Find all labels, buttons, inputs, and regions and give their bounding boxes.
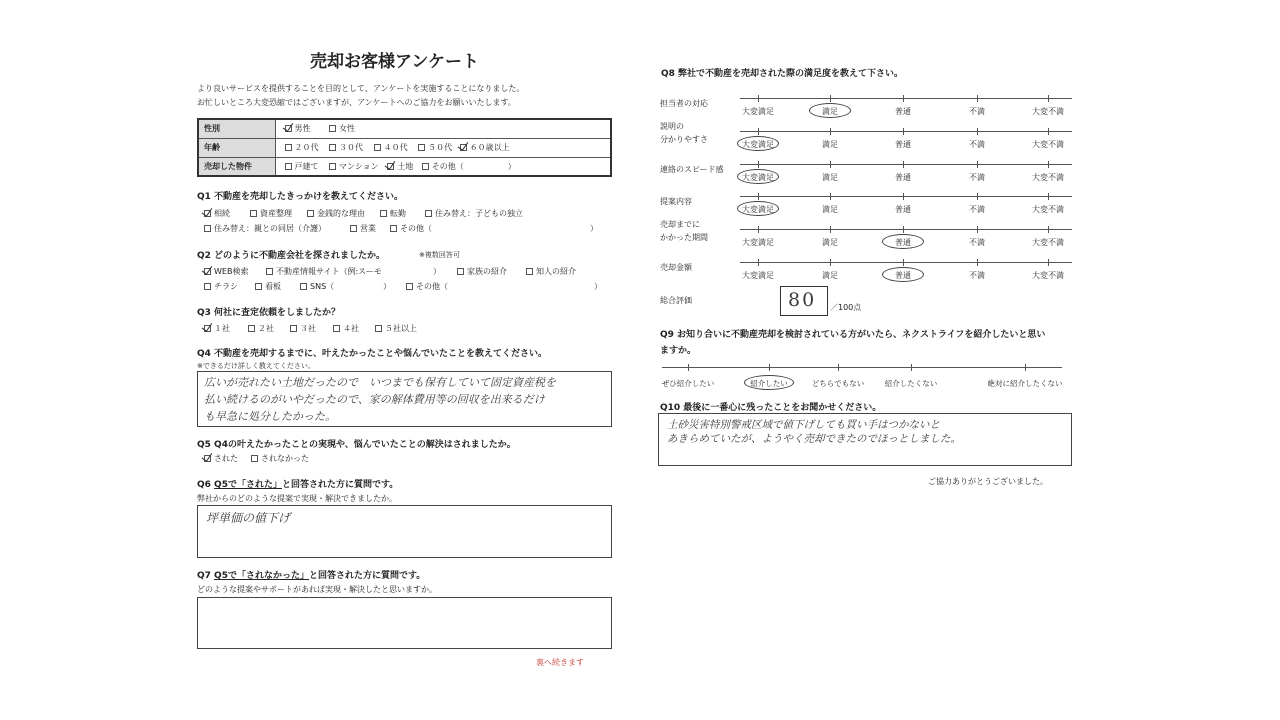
profile-table [197,118,612,177]
q8-option-5[interactable]: 大変不満 [1032,205,1064,214]
q8-option-5[interactable]: 大変不満 [1032,140,1064,149]
q8-scale-tick [830,193,831,200]
q3-1-checkbox[interactable] [204,325,211,332]
continue-note: 裏へ続きます [536,658,584,667]
q8-scale-tick [830,226,831,233]
q8-selected-circle [882,267,924,282]
q8-option-1[interactable]: 大変満足 [742,107,774,116]
q2-flyer-checkbox[interactable] [204,283,211,290]
q7-answer-box[interactable] [197,597,612,649]
age-60-checkbox[interactable] [460,144,467,151]
q9-option-4[interactable]: 紹介したくない [884,379,938,388]
q8-scale-tick [903,128,904,135]
q8-option-2[interactable]: 満足 [822,107,838,116]
q8-selected-circle [737,136,779,151]
q8-option-5[interactable]: 大変不満 [1032,173,1064,182]
q2-sns-label: SNS（ [310,282,335,291]
q8-option-3[interactable]: 普通 [895,205,911,214]
q5-yes-checkbox[interactable] [204,455,211,462]
q8-row-label: 説明の [660,122,684,131]
q8-option-5[interactable]: 大変不満 [1032,238,1064,247]
q3-title: Q3 何社に査定依頼をしましたか？ [197,308,341,318]
q8-scale-tick [758,128,759,135]
gender-female-label: 女性 [339,124,356,134]
q8-scale-tick [977,259,978,266]
q9-scale-line [662,367,1062,368]
q3-1-label: １社 [214,324,230,333]
q8-scale-tick [1048,259,1049,266]
q9-title-line-1: Q9 お知り合いに不動産売却を検討されている方がいたら、ネクストライフを紹介したいと思い [660,330,1046,340]
q8-scale-tick [903,95,904,102]
q8-scale-tick [1048,193,1049,200]
q2-signboard-checkbox[interactable] [255,283,262,290]
q4-sub: ※できるだけ詳しく教えてください。 [197,362,315,370]
q5-title: Q5 Q4の叶えたかったことの実現や、悩んでいたことの解決はされましたか。 [197,440,516,450]
q8-scale-tick [830,95,831,102]
q8-option-2[interactable]: 満足 [822,140,838,149]
q3-3-label: ３社 [300,324,316,333]
q6-answer: 坪単価の値下げ [206,511,291,525]
intro-line-1: より良いサービスを提供することを目的として、アンケートを実施することになりました。 [197,84,525,93]
q8-row-label: 提案内容 [660,197,692,206]
q1-other-label: その他（ [400,224,432,233]
q3-2-checkbox[interactable] [248,325,255,332]
q1-other-close: ） [590,224,598,233]
q5-no-checkbox[interactable] [251,455,258,462]
q3-5-label: ５社以上 [385,324,417,333]
q1-transfer-label: 転勤 [390,209,406,218]
age-20-label: ２０代 [294,143,319,152]
overall-score-box[interactable] [780,286,828,316]
q9-option-1[interactable]: ぜひ紹介したい [661,379,715,388]
q8-scale-tick [977,161,978,168]
q8-option-1[interactable]: 大変満足 [742,140,774,149]
q1-title: Q1 不動産を売却したきっかけを教えてください。 [197,192,404,202]
q8-selected-circle [882,234,924,249]
q8-option-4[interactable]: 不満 [969,271,985,280]
q8-option-4[interactable]: 不満 [969,107,985,116]
property-other-close: ） [507,161,516,171]
q6-title: Q6 Q5で「された」と回答された方に質問です。 [197,480,399,490]
q8-title: Q8 弊社で不動産を売却された際の満足度を教えて下さい。 [661,69,904,79]
thanks-note: ご協力ありがとうございました。 [928,477,1048,486]
q8-option-4[interactable]: 不満 [969,238,985,247]
q2-signboard-label: 看板 [265,282,281,291]
property-house-label: 戸建て [294,161,319,171]
q2-portal-close: ） [433,267,441,276]
q8-option-1[interactable]: 大変満足 [742,271,774,280]
q1-parents-label: 住み替え：親との同居（介護） [214,224,326,233]
property-land-label: 土地 [397,161,414,171]
overall-label: 総合評価 [660,296,692,305]
age-label: 年齢 [198,138,275,157]
q9-option-5[interactable]: 絶対に紹介したくない [987,379,1063,388]
q8-row-label: 連絡のスピード感 [660,165,724,174]
q8-scale-line [740,196,1072,197]
q1-transfer-checkbox[interactable] [380,210,387,217]
q1-money-label: 金銭的な理由 [317,209,365,218]
q2-other-label: その他（ [416,282,448,291]
q8-option-4[interactable]: 不満 [969,173,985,182]
q2-friend-label: 知人の紹介 [536,267,576,276]
q8-scale-tick [977,128,978,135]
gender-male-checkbox[interactable] [285,125,292,132]
q8-row-label: 分かりやすさ [660,135,708,144]
q8-scale-tick [1048,226,1049,233]
q3-4-label: ４社 [343,324,359,333]
q8-scale-line [740,262,1072,263]
q8-selected-circle [737,169,779,184]
property-land-checkbox[interactable] [387,163,394,170]
q8-option-1[interactable]: 大変満足 [742,205,774,214]
q8-scale-tick [977,95,978,102]
q10-title: Q10 最後に一番心に残ったことをお聞かせください。 [660,403,882,413]
q2-portal-checkbox[interactable] [266,268,273,275]
q8-selected-circle [737,201,779,216]
q8-option-3[interactable]: 普通 [895,271,911,280]
q8-scale-tick [903,226,904,233]
q8-option-4[interactable]: 不満 [969,205,985,214]
q2-friend-checkbox[interactable] [526,268,533,275]
q1-children-checkbox[interactable] [425,210,432,217]
q9-title-line-2: ますか。 [660,346,697,356]
age-40-label: ４０代 [383,143,408,152]
property-house-checkbox[interactable] [285,163,292,170]
q8-scale-tick [1048,161,1049,168]
age-20-checkbox[interactable] [285,144,292,151]
q4-title: Q4 不動産を売却するまでに、叶えたかったことや悩んでいたことを教えてください。 [197,349,548,359]
gender-female-checkbox[interactable] [329,125,336,132]
q1-asset-checkbox[interactable] [250,210,257,217]
q8-scale-tick [903,259,904,266]
q10-answer-line-1: 土砂災害特別警戒区域で値下げしても買い手はつかないと [667,419,940,431]
q2-flyer-label: チラシ [214,282,238,291]
q7-sub: どのような提案やサポートがあれば実現・解決したと思いますか。 [197,585,437,594]
q8-scale-tick [758,95,759,102]
q2-portal-label: 不動産情報サイト（例:スーモ [276,267,382,276]
age-40-checkbox[interactable] [374,144,381,151]
q1-sales-checkbox[interactable] [350,225,357,232]
q8-row-label: 担当者の対応 [660,99,708,108]
q8-option-4[interactable]: 不満 [969,140,985,149]
q2-note: ※複数回答可 [419,251,460,259]
q8-option-1[interactable]: 大変満足 [742,173,774,182]
q2-title: Q2 どのように不動産会社を探されましたか。 [197,251,386,261]
q8-scale-tick [758,226,759,233]
q8-scale-line [740,229,1072,230]
q3-3-checkbox[interactable] [290,325,297,332]
q9-scale-tick [911,364,912,371]
q2-sns-checkbox[interactable] [300,283,307,290]
q1-inheritance-checkbox[interactable] [204,210,211,217]
gender-label: 性別 [198,119,275,138]
q3-2-label: ２社 [258,324,274,333]
q2-sns-close: ） [383,282,391,291]
age-50-checkbox[interactable] [418,144,425,151]
q8-scale-line [740,98,1072,99]
q9-option-3[interactable]: どちらでもない [811,379,865,388]
intro-line-2: お忙しいところ大変恐縮ではございますが、アンケートへのご協力をお願いいたします。 [197,98,516,107]
q1-other-checkbox[interactable] [390,225,397,232]
q8-scale-tick [830,259,831,266]
q7-title: Q7 Q5で「されなかった」と回答された方に質問です。 [197,571,426,581]
property-label: 売却した物件 [198,157,275,176]
q8-option-3[interactable]: 普通 [895,173,911,182]
q8-scale-tick [758,259,759,266]
age-60-label: ６０歳以上 [469,143,510,152]
q8-scale-tick [1048,128,1049,135]
q3-5-checkbox[interactable] [375,325,382,332]
q4-answer-box[interactable] [197,371,612,427]
q8-scale-tick [903,193,904,200]
overall-max: ／100点 [830,303,862,312]
q4-answer-line-2: 払い続けるのがいやだったので、家の解体費用等の回収を出来るだけ [204,393,545,406]
q2-web-label: WEB検索 [214,267,249,276]
q8-option-2[interactable]: 満足 [822,173,838,182]
q5-no-label: されなかった [261,454,309,463]
q2-other-checkbox[interactable] [406,283,413,290]
q8-option-3[interactable]: 普通 [895,107,911,116]
property-other-label: その他（ [431,161,464,171]
q8-option-3[interactable]: 普通 [895,140,911,149]
q4-answer-line-3: も早急に処分したかった。 [204,410,336,423]
overall-score: 80 [788,289,817,311]
property-mansion-label: マンション [339,161,379,171]
q8-scale-tick [977,226,978,233]
q8-scale-line [740,164,1072,165]
q8-scale-tick [830,128,831,135]
q8-row-label: かかった期間 [660,233,708,242]
q2-family-checkbox[interactable] [457,268,464,275]
q9-scale-tick [1025,364,1026,371]
q1-parents-checkbox[interactable] [204,225,211,232]
q10-answer-box[interactable] [658,413,1072,466]
q4-answer-line-1: 広いが売れたい土地だったので いつまでも保有していて固定資産税を [204,376,556,389]
q5-yes-label: された [214,454,238,463]
q8-option-2[interactable]: 満足 [822,205,838,214]
q8-scale-tick [758,161,759,168]
q2-family-label: 家族の紹介 [467,267,507,276]
q1-money-checkbox[interactable] [307,210,314,217]
q9-option-2[interactable]: 紹介したい [750,379,788,388]
q1-inheritance-label: 相続 [214,209,230,218]
q10-answer-line-2: あきらめていたが、ようやく売却できたのでほっとしました。 [667,433,961,445]
q9-selected-circle [744,375,794,390]
q6-sub: 弊社からのどのような提案で実現・解決できましたか。 [197,494,397,503]
property-other-checkbox[interactable] [422,163,429,170]
q3-4-checkbox[interactable] [333,325,340,332]
q1-asset-label: 資産整理 [260,209,292,218]
q2-web-checkbox[interactable] [204,268,211,275]
q8-row-label: 売却までに [660,220,700,229]
age-30-label: ３０代 [339,143,364,152]
q8-option-5[interactable]: 大変不満 [1032,107,1064,116]
q6-answer-box[interactable] [197,505,612,558]
q8-scale-tick [830,161,831,168]
q9-scale-tick [769,364,770,371]
q8-scale-tick [977,193,978,200]
q8-scale-line [740,131,1072,132]
age-50-label: ５０代 [428,143,453,152]
q8-option-3[interactable]: 普通 [895,238,911,247]
q8-scale-tick [758,193,759,200]
q1-sales-label: 営業 [360,224,376,233]
q8-option-2[interactable]: 満足 [822,238,838,247]
age-30-checkbox[interactable] [329,144,336,151]
q8-scale-tick [1048,95,1049,102]
q8-scale-tick [903,161,904,168]
q2-other-close: ） [594,282,602,291]
property-mansion-checkbox[interactable] [329,163,336,170]
q9-scale-tick [688,364,689,371]
q8-option-5[interactable]: 大変不満 [1032,271,1064,280]
page-title: 売却お客様アンケート [310,52,479,72]
q9-scale-tick [838,364,839,371]
q8-row-label: 売却金額 [660,263,692,272]
gender-male-label: 男性 [294,124,311,134]
q8-selected-circle [809,103,851,118]
q8-option-1[interactable]: 大変満足 [742,238,774,247]
q1-children-label: 住み替え：子どもの独立 [435,209,523,218]
q8-option-2[interactable]: 満足 [822,271,838,280]
